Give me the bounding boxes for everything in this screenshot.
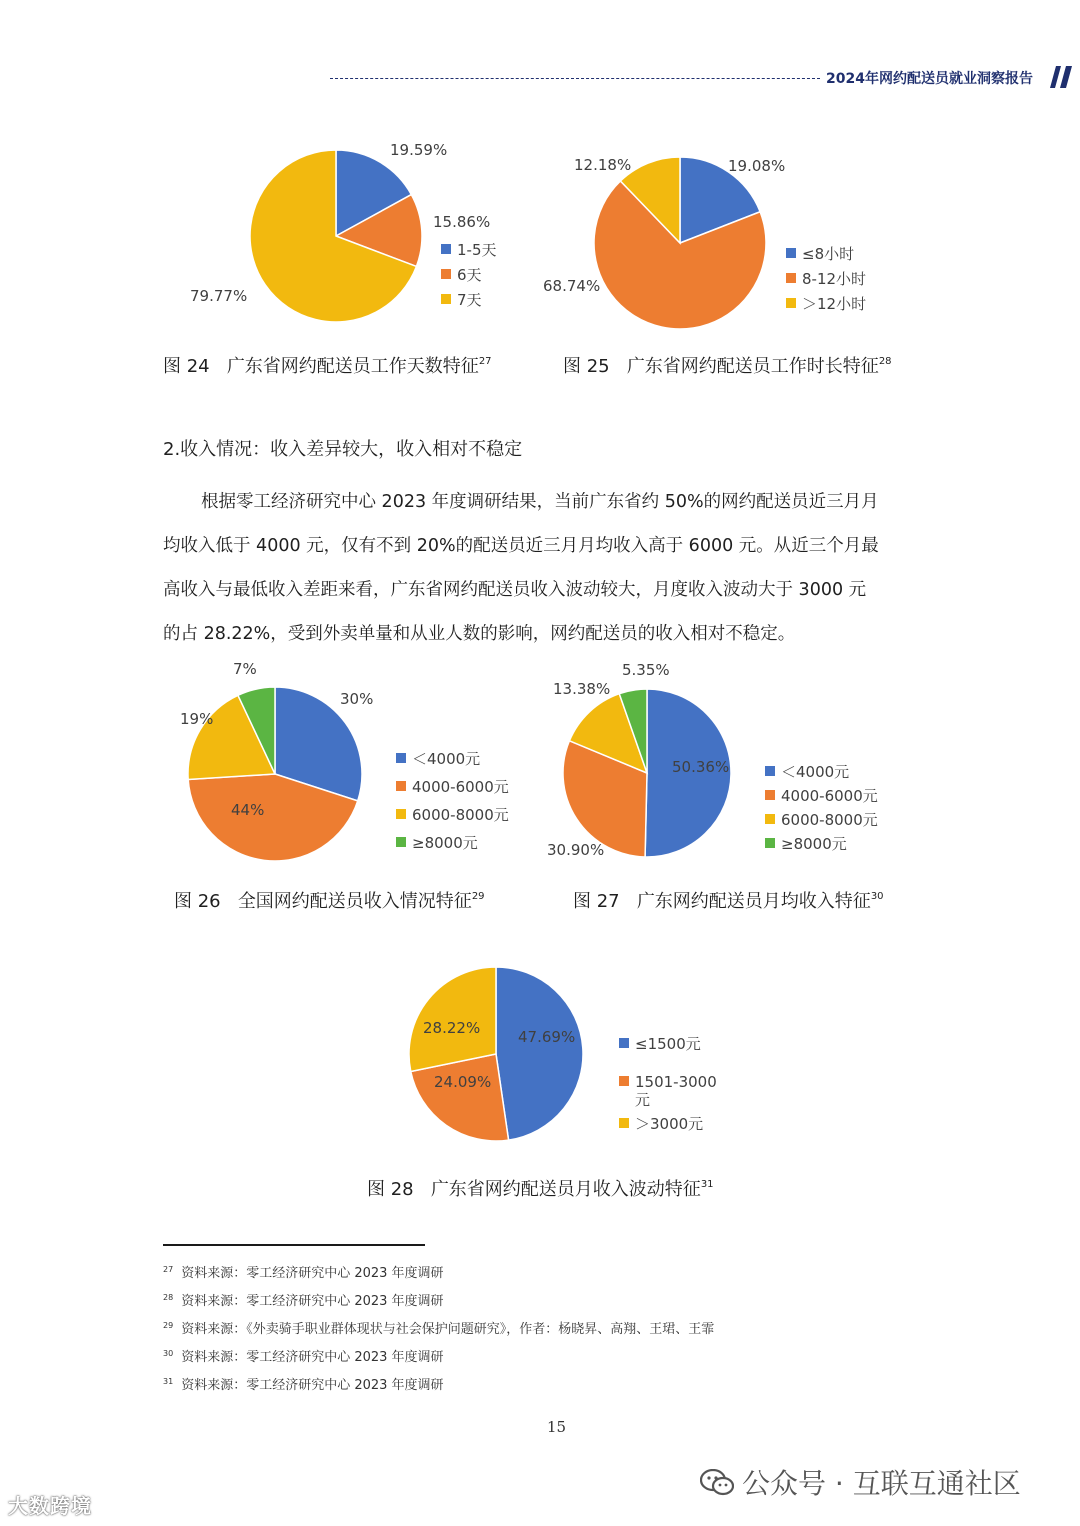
pie-value-label: 19% [180,710,214,728]
pie-value-label: 30% [340,690,374,708]
legend-item [765,833,847,854]
legend-item [786,268,866,289]
legend-label: ＜4000元 [412,750,481,768]
legend-label: ≥8000元 [781,835,847,853]
footnote-28: $^{28}$ 资料来源：零工经济研究中心 2023 年度调研 [163,1293,444,1309]
pie-slice-0 [496,967,583,1140]
legend-swatch [396,781,406,791]
watermark-left: 大数跨境 [8,1494,92,1518]
legend-label: 7天 [457,291,482,309]
legend-swatch [765,838,775,848]
legend-swatch [786,298,796,308]
legend-label: 6天 [457,266,482,284]
legend-swatch [396,753,406,763]
wechat-icon [700,1469,734,1497]
pie-chart-fig24 [250,150,422,322]
footnote-31: $^{31}$ 资料来源：零工经济研究中心 2023 年度调研 [163,1377,444,1393]
legend-swatch [765,790,775,800]
section-title: 2.收入情况：收入差异较大，收入相对不稳定 [163,439,523,460]
header-rule [330,78,820,79]
pie-value-label: 5.35% [622,661,670,679]
header-slash-icon [1050,66,1072,88]
pie-value-label: 28.22% [423,1019,481,1037]
legend-label: 6000-8000元 [412,806,509,824]
legend-label: ＞12小时 [802,295,867,313]
legend-label: ＞3000元 [635,1115,704,1133]
legend-item [786,243,854,264]
body-paragraph [163,480,923,656]
legend-swatch [441,244,451,254]
legend-label: 4000-6000元 [412,778,509,796]
report-title: 2024年网约配送员就业洞察报告 [826,71,1033,87]
legend-swatch [441,294,451,304]
legend-swatch [619,1118,629,1128]
pie-value-label: 24.09% [434,1073,492,1091]
pie-value-label: 50.36% [672,758,730,776]
legend-item [619,1113,703,1134]
pie-value-label: 7% [233,660,257,678]
caption-fig25: 图 25 广东省网约配送员工作时长特征$^{28}$ [563,356,892,377]
legend-item [441,264,482,285]
legend-swatch [619,1076,629,1086]
pie-chart-fig25 [594,157,766,329]
legend-swatch [765,814,775,824]
footnote-30: $^{30}$ 资料来源：零工经济研究中心 2023 年度调研 [163,1349,444,1365]
pie-value-label: 13.38% [553,680,611,698]
pie-value-label: 44% [231,801,265,819]
legend-label: 4000-6000元 [781,787,878,805]
pie-value-label: 12.18% [574,156,632,174]
legend-swatch [441,269,451,279]
legend-label: 1501-3000 [635,1073,717,1091]
caption-fig28: 图 28 广东省网约配送员月收入波动特征$^{31}$ [367,1179,714,1200]
legend-item [765,761,849,782]
legend-label: 1-5天 [457,241,497,259]
pie-value-label: 19.08% [728,157,786,175]
footnote-27: $^{27}$ 资料来源：零工经济研究中心 2023 年度调研 [163,1265,444,1281]
pie-chart-fig28 [409,967,583,1141]
pie-chart-fig26 [188,687,362,861]
caption-fig24: 图 24 广东省网约配送员工作天数特征$^{27}$ [163,356,492,377]
pie-value-label: 79.77% [190,287,248,305]
pie-value-label: 30.90% [547,841,605,859]
legend-swatch [786,273,796,283]
legend-item [786,293,866,314]
footnote-29: $^{29}$ 资料来源：《外卖骑手职业群体现状与社会保护问题研究》，作者：杨晓昇、高翔、王珺、王霏 [163,1321,715,1337]
caption-fig26: 图 26 全国网约配送员收入情况特征$^{29}$ [174,891,485,912]
paragraph-line: 均收入低于 4000 元，仅有不到 20%的配送员近三月月均收入高于 6000 元。从近三个月最 [163,536,879,556]
paragraph-line: 高收入与最低收入差距来看，广东省网约配送员收入波动较大，月度收入波动大于 3000 元 [163,580,867,600]
pie-value-label: 47.69% [518,1028,576,1046]
legend-label: 6000-8000元 [781,811,878,829]
legend-item [396,804,509,825]
legend-label: ≥8000元 [412,834,478,852]
legend-item [619,1033,701,1054]
legend-item [396,748,480,769]
legend-item [441,289,482,310]
legend-item [396,832,478,853]
legend-swatch [765,766,775,776]
footnote-rule [163,1244,425,1246]
legend-label: ≤1500元 [635,1035,701,1053]
page-number: 15 [547,1418,567,1436]
legend-item [619,1073,717,1109]
legend-swatch [396,837,406,847]
pie-value-label: 68.74% [543,277,601,295]
pie-value-label: 15.86% [433,213,491,231]
legend-swatch [396,809,406,819]
legend-label-continued: 元 [635,1091,651,1109]
legend-swatch [786,248,796,258]
legend-label: ＜4000元 [781,763,850,781]
watermark-right: 公众号 · 互联互通社区 [700,1462,1021,1502]
pie-value-label: 19.59% [390,141,448,159]
legend-item [765,785,878,806]
legend-item [441,239,497,260]
paragraph-line: 根据零工经济研究中心 2023 年度调研结果，当前广东省约 50%的网约配送员近三月月 [201,492,879,512]
legend-swatch [619,1038,629,1048]
caption-fig27: 图 27 广东网约配送员月均收入特征$^{30}$ [573,891,884,912]
legend-label: ≤8小时 [802,245,855,263]
legend-label: 8-12小时 [802,270,867,288]
legend-item [765,809,878,830]
paragraph-line: 的占 28.22%，受到外卖单量和从业人数的影响，网约配送员的收入相对不稳定。 [163,624,796,644]
legend-item [396,776,509,797]
